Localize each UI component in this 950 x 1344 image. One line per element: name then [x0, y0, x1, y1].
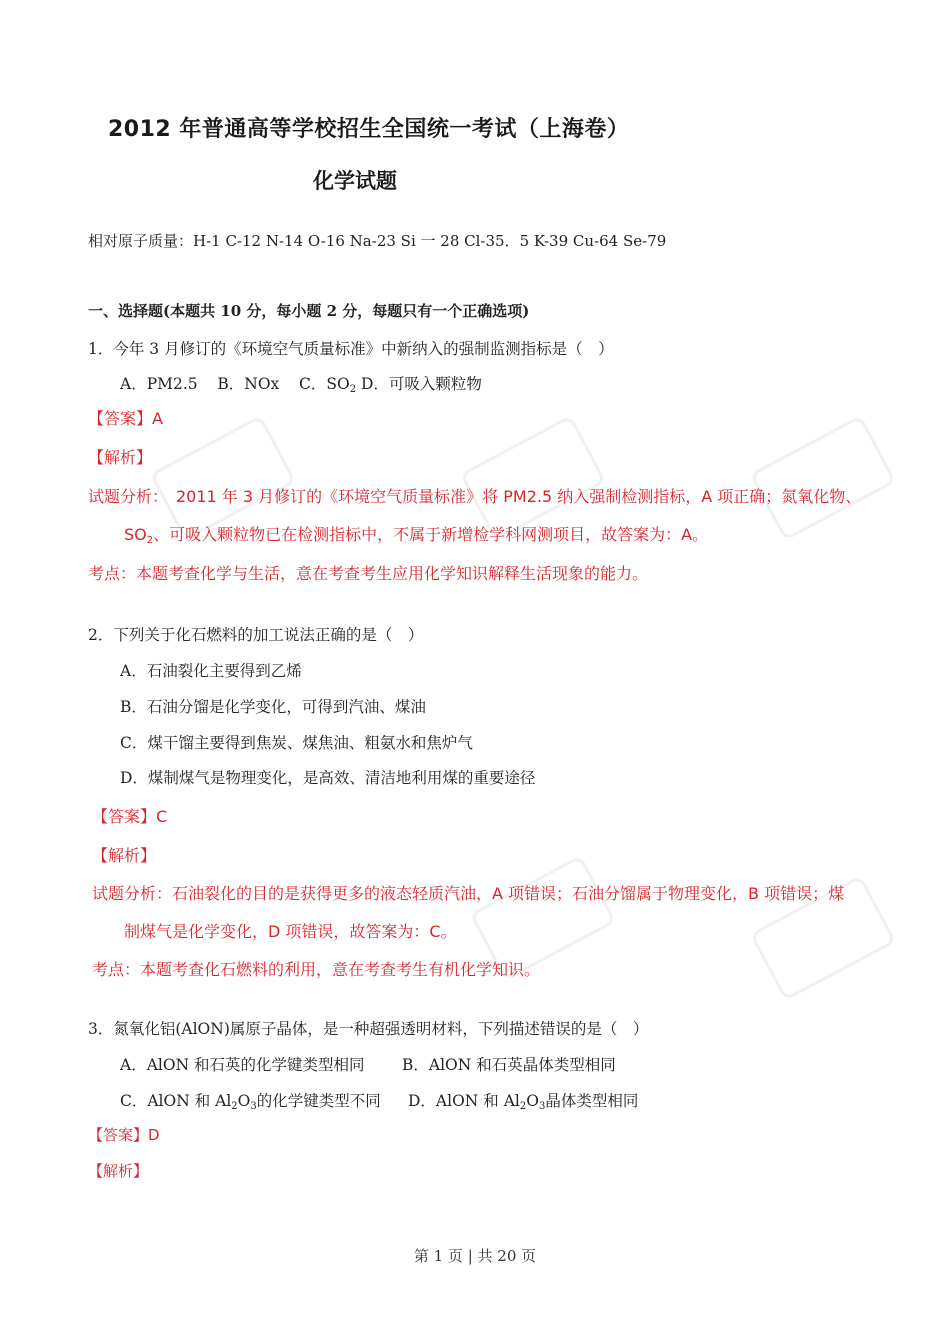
q1-analysis-label: 【解析】	[88, 448, 153, 467]
watermark-shape	[750, 415, 897, 541]
exam-title: 2012 年普通高等学校招生全国统一考试（上海卷）	[108, 117, 630, 142]
question-2-stem: 2．下列关于化石燃料的加工说法正确的是（ ）	[88, 626, 424, 644]
q3-answer: 【答案】D	[88, 1126, 160, 1144]
question-1-options	[120, 372, 482, 395]
q2-option-c: C．煤干馏主要得到焦炭、煤焦油、粗氨水和焦炉气	[120, 734, 473, 752]
q2-analysis-label: 【解析】	[92, 846, 157, 865]
q3-option-c: C．AlON 和 $Al_2O_3$的化学键类型不同	[120, 1092, 381, 1112]
exam-subtitle: 化学试题	[313, 169, 397, 193]
q2-option-d: D．煤制煤气是物理变化，是高效、清洁地利用煤的重要途径	[120, 769, 536, 787]
q1-answer: 【答案】A	[88, 409, 163, 428]
q2-answer: 【答案】C	[92, 807, 168, 826]
q3-option-d: D．AlON 和 $Al_2O_3$晶体类型相同	[408, 1092, 639, 1112]
question-1-stem: 1．今年 3 月修订的《环境空气质量标准》中新纳入的强制监测指标是（ ）	[88, 340, 614, 358]
q1-option-c: C．$SO_2$	[299, 375, 357, 395]
section-heading: 一、选择题(本题共 10 分，每小题 2 分，每题只有一个正确选项)	[88, 302, 530, 320]
page-footer: 第 1 页 | 共 20 页	[413, 1247, 537, 1265]
q1-point: 考点：本题考查化学与生活，意在考查考生应用化学知识解释生活现象的能力。	[88, 564, 649, 583]
q2-option-b: B．石油分馏是化学变化，可得到汽油、煤油	[120, 698, 426, 716]
q3-option-a: A．AlON 和石英的化学键类型相同	[120, 1056, 365, 1074]
q1-option-a: A．PM2.5	[120, 375, 198, 393]
q1-analysis-line1: 试题分析： 2011 年 3 月修订的《环境空气质量标准》将 PM2.5 纳入强制检测指标，A 项正确；氮氧化物、	[88, 487, 862, 506]
q1-option-b: B．NOx	[217, 375, 280, 393]
q2-option-a: A．石油裂化主要得到乙烯	[120, 662, 302, 680]
q1-analysis-line2: $SO_2$、可吸入颗粒物已在检测指标中，不属于新增检学科网测项目，故答案为：A。	[124, 525, 709, 546]
question-3-stem: 3．氮氧化铝(AlON)属原子晶体，是一种超强透明材料，下列描述错误的是（ ）	[88, 1020, 649, 1038]
q2-analysis-line2: 制煤气是化学变化，D 项错误，故答案为：C。	[124, 922, 457, 941]
q2-analysis-line1: 试题分析：石油裂化的目的是获得更多的液态轻质汽油，A 项错误；石油分馏属于物理变化，B 项错误；煤	[92, 884, 845, 903]
q2-point: 考点：本题考查化石燃料的利用，意在考查考生有机化学知识。	[92, 960, 541, 979]
atomic-masses: 相对原子质量：H-1 C-12 N-14 O-16 Na-23 Si 一 28 Cl-35．5 K-39 Cu-64 Se-79	[88, 232, 667, 250]
q1-option-d: D．可吸入颗粒物	[361, 375, 482, 393]
q3-option-b: B．AlON 和石英晶体类型相同	[402, 1056, 616, 1074]
q3-analysis-label: 【解析】	[88, 1162, 149, 1180]
